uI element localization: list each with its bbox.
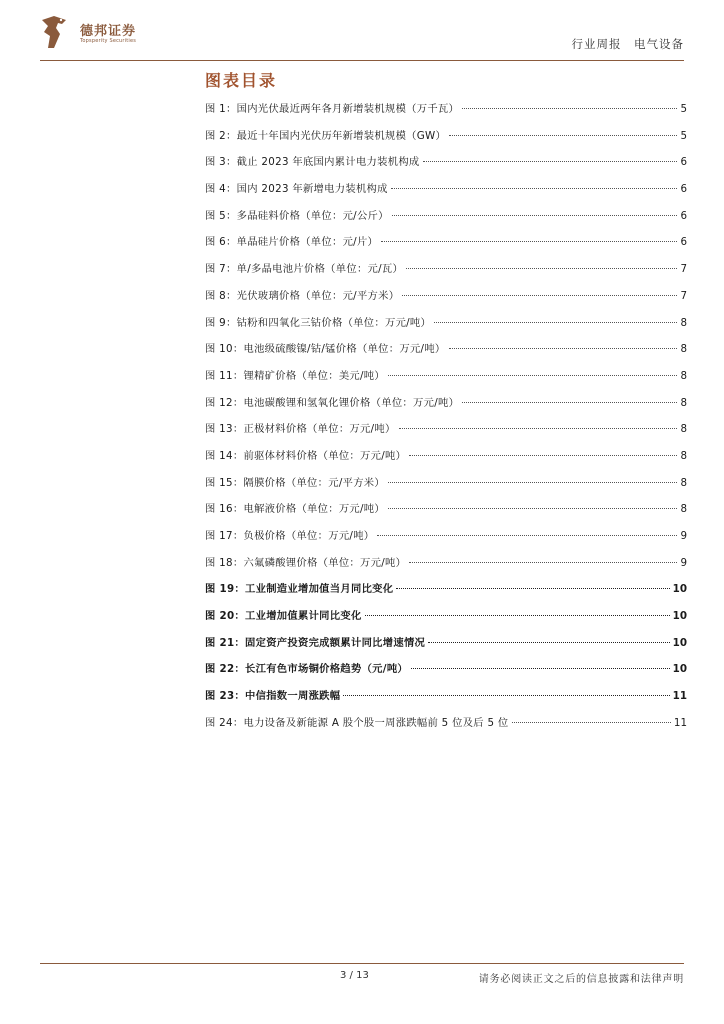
toc-list [205, 100, 687, 741]
toc-leader-dots [462, 402, 677, 403]
toc-leader-dots [343, 695, 669, 696]
toc-entry-label: 图 13：正极材料价格（单位：万元/吨） [205, 423, 396, 436]
toc-leader-dots [402, 295, 677, 296]
toc-entry-label: 图 6：单晶硅片价格（单位：元/片） [205, 236, 379, 249]
toc-leader-dots [396, 588, 669, 589]
toc-entry[interactable] [205, 207, 687, 234]
toc-entry[interactable] [205, 287, 687, 314]
page-number: 3 / 13 [340, 970, 369, 981]
toc-entry-label: 图 4：国内 2023 年新增电力装机构成 [205, 183, 388, 196]
toc-entry[interactable] [205, 153, 687, 180]
report-category: 行业周报 电气设备 [571, 37, 684, 51]
toc-leader-dots [462, 108, 677, 109]
toc-leader-dots [411, 668, 670, 669]
toc-entry[interactable] [205, 127, 687, 154]
toc-leader-dots [381, 241, 677, 242]
toc-entry[interactable] [205, 420, 687, 447]
toc-entry-label: 图 10：电池级硫酸镍/钴/锰价格（单位：万元/吨） [205, 343, 446, 356]
toc-entry[interactable] [205, 580, 687, 607]
toc-leader-dots [512, 722, 671, 723]
footer-disclaimer: 请务必阅读正文之后的信息披露和法律声明 [478, 974, 684, 985]
toc-entry-label: 图 7：单/多晶电池片价格（单位：元/瓦） [205, 263, 404, 276]
toc-entry-page: 10 [672, 663, 687, 676]
toc-entry-page: 10 [672, 610, 687, 623]
toc-entry-page: 11 [673, 716, 687, 729]
toc-entry-page: 6 [680, 209, 687, 222]
toc-entry-label: 图 11：锂精矿价格（单位：美元/吨） [205, 369, 385, 382]
toc-leader-dots [449, 135, 677, 136]
toc-entry-label: 图 23：中信指数一周涨跌幅 [205, 690, 341, 703]
toc-leader-dots [388, 508, 677, 509]
toc-entry[interactable] [205, 500, 687, 527]
header-divider [40, 60, 684, 61]
toc-entry-page: 8 [680, 396, 687, 409]
toc-entry-page: 8 [680, 343, 687, 356]
logo-chinese-name: 德邦证券 [80, 24, 137, 39]
toc-entry[interactable] [205, 634, 687, 661]
toc-leader-dots [409, 562, 677, 563]
toc-entry-page: 7 [680, 263, 687, 276]
toc-entry-label: 图 14：前驱体材料价格（单位：万元/吨） [205, 449, 407, 462]
toc-entry[interactable] [205, 554, 687, 581]
toc-leader-dots [449, 348, 678, 349]
toc-entry-label: 图 12：电池碳酸锂和氢氧化锂价格（单位：万元/吨） [205, 396, 460, 409]
toc-entry-page: 9 [680, 530, 687, 542]
toc-entry-page: 6 [680, 236, 687, 249]
toc-entry-label: 图 3：截止 2023 年底国内累计电力装机构成 [205, 156, 420, 169]
toc-entry[interactable] [205, 527, 687, 554]
toc-leader-dots [365, 615, 670, 616]
toc-leader-dots [409, 455, 677, 456]
toc-entry-page: 8 [680, 449, 687, 462]
toc-entry-page: 8 [680, 503, 687, 516]
toc-entry-page: 6 [680, 183, 687, 196]
toc-entry-label: 图 16：电解液价格（单位：万元/吨） [205, 503, 385, 516]
toc-entry-label: 图 20：工业增加值累计同比变化 [205, 610, 362, 623]
toc-entry[interactable] [205, 474, 687, 501]
toc-entry[interactable] [205, 367, 687, 394]
company-logo [40, 14, 180, 54]
logo-mark-icon [40, 14, 70, 50]
toc-entry-page: 6 [680, 156, 687, 169]
toc-leader-dots [434, 322, 677, 323]
toc-entry-label: 图 8：光伏玻璃价格（单位：元/平方米） [205, 289, 400, 302]
toc-leader-dots [406, 268, 677, 269]
toc-entry-page: 8 [680, 476, 687, 489]
toc-leader-dots [388, 482, 677, 483]
toc-entry-page: 11 [672, 690, 687, 703]
toc-entry[interactable] [205, 687, 687, 714]
page-header [40, 14, 684, 60]
toc-leader-dots [377, 535, 677, 536]
toc-entry-page: 8 [680, 369, 687, 382]
toc-entry[interactable] [205, 260, 687, 287]
logo-english-name: Topsperity Securities [80, 38, 137, 44]
toc-leader-dots [399, 428, 678, 429]
toc-entry-label: 图 24：电力设备及新能源 A 股个股一周涨跌幅前 5 位及后 5 位 [205, 716, 509, 729]
footer-divider [40, 963, 684, 964]
toc-entry-label: 图 1：国内光伏最近两年各月新增装机规模（万千瓦） [205, 103, 460, 115]
toc-entry-label: 图 5：多晶硅料价格（单位：元/公斤） [205, 209, 389, 222]
toc-entry-label: 图 2：最近十年国内光伏历年新增装机规模（GW） [205, 129, 447, 142]
toc-title: 图表目录 [205, 71, 278, 90]
toc-entry[interactable] [205, 447, 687, 474]
toc-entry[interactable] [205, 314, 687, 341]
toc-entry[interactable] [205, 180, 687, 207]
toc-entry-page: 10 [672, 636, 687, 649]
toc-entry[interactable] [205, 100, 687, 127]
toc-leader-dots [428, 642, 670, 643]
toc-entry-page: 5 [680, 103, 687, 115]
toc-leader-dots [392, 215, 678, 216]
toc-entry-page: 8 [680, 316, 687, 329]
toc-entry[interactable] [205, 714, 687, 741]
toc-entry-label: 图 21：固定资产投资完成额累计同比增速情况 [205, 636, 426, 649]
toc-leader-dots [423, 161, 678, 162]
toc-entry-label: 图 22：长江有色市场铜价格趋势（元/吨） [205, 663, 409, 676]
toc-entry-label: 图 9：钴粉和四氧化三钴价格（单位：万元/吨） [205, 316, 432, 329]
toc-entry-label: 图 17：负极价格（单位：万元/吨） [205, 530, 375, 542]
toc-entry-page: 8 [680, 423, 687, 436]
toc-entry-page: 5 [680, 129, 687, 142]
toc-leader-dots [391, 188, 678, 189]
toc-leader-dots [388, 375, 677, 376]
toc-entry[interactable] [205, 233, 687, 260]
toc-entry[interactable] [205, 607, 687, 634]
toc-entry[interactable] [205, 340, 687, 367]
toc-entry-label: 图 18：六氟磷酸锂价格（单位：万元/吨） [205, 556, 407, 569]
toc-entry-page: 9 [680, 556, 687, 569]
toc-entry[interactable] [205, 660, 687, 687]
toc-entry-label: 图 19：工业制造业增加值当月同比变化 [205, 583, 394, 596]
toc-entry-page: 10 [672, 583, 687, 596]
toc-entry-label: 图 15：隔膜价格（单位：元/平方米） [205, 476, 385, 489]
toc-entry[interactable] [205, 394, 687, 421]
toc-entry-page: 7 [680, 289, 687, 302]
